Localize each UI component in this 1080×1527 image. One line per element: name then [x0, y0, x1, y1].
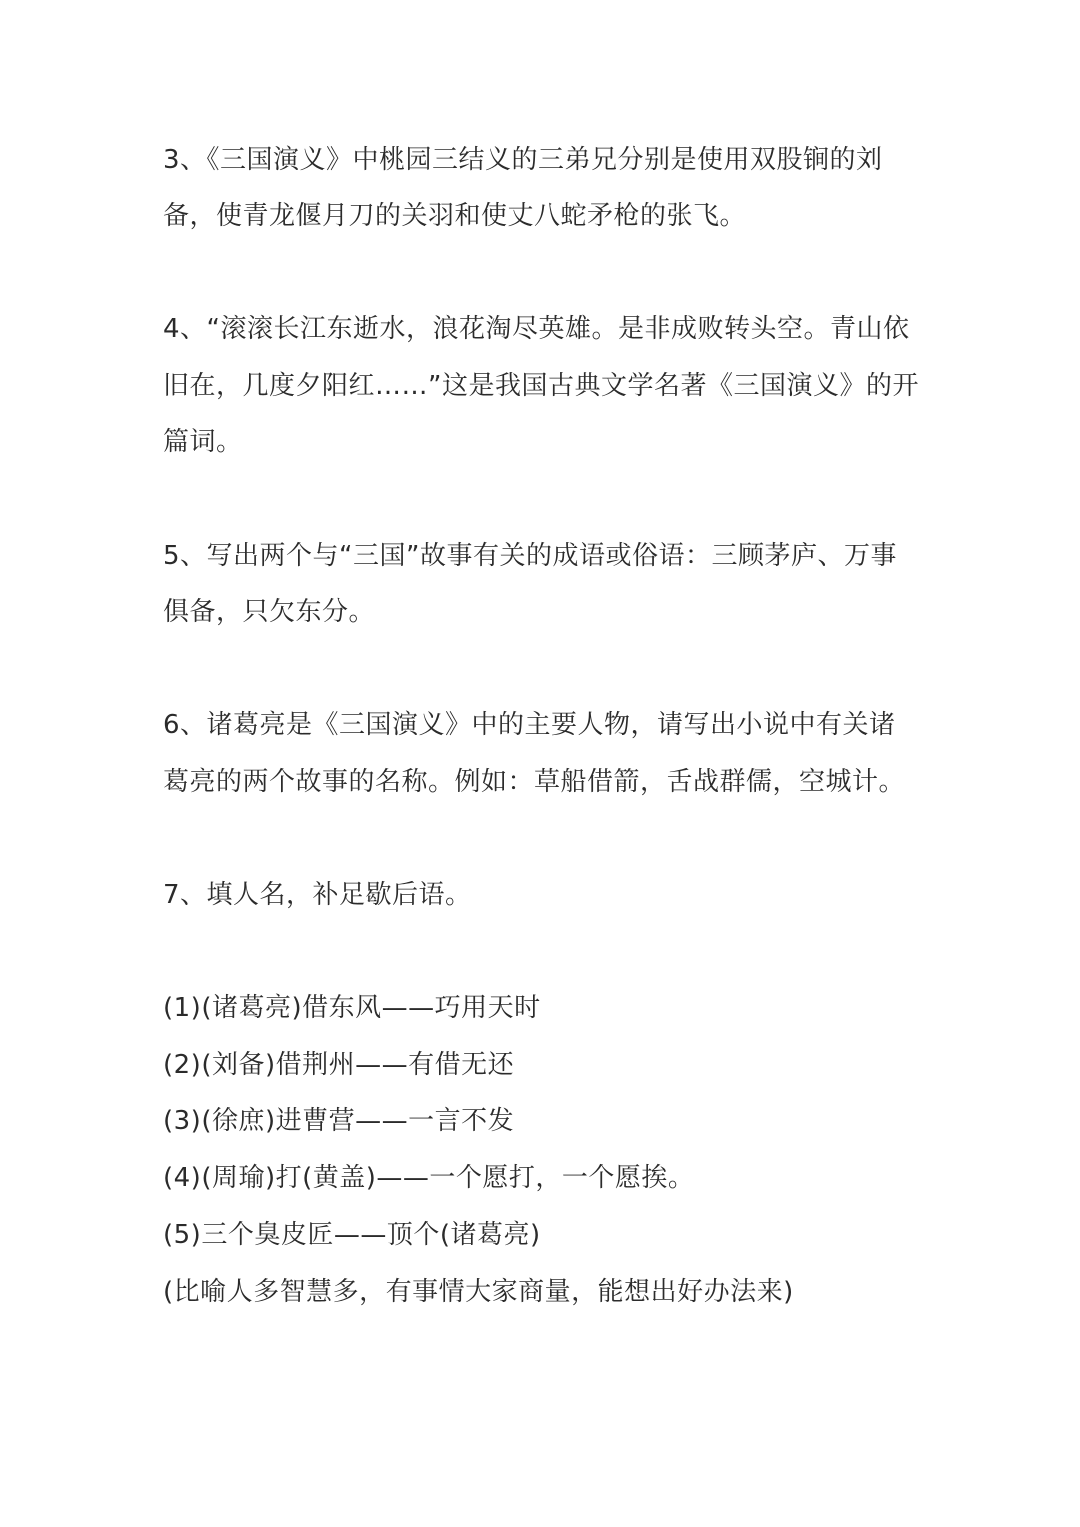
q6-line-2: 葛亮的两个故事的名称。例如：草船借箭，舌战群儒，空城计。	[163, 767, 906, 797]
q4-line-2: 旧在，几度夕阳红……”这是我国古典文学名著《三国演义》的开	[163, 371, 919, 401]
q3-line-1: 3、《三国演义》中桃园三结义的三弟兄分别是使用双股锏的刘	[163, 145, 883, 175]
xiehouyu-item-5: (5)三个臭皮匠——顶个(诸葛亮)	[163, 1220, 541, 1250]
q5-line-1: 5、写出两个与“三国”故事有关的成语或俗语：三顾茅庐、万事	[163, 541, 897, 571]
xiehouyu-item-3: (3)(徐庶)进曹营——一言不发	[163, 1106, 515, 1136]
xiehouyu-explanation: (比喻人多智慧多，有事情大家商量，能想出好办法来)	[163, 1277, 794, 1307]
document-page	[163, 0, 923, 1527]
xiehouyu-item-2: (2)(刘备)借荆州——有借无还	[163, 1050, 515, 1080]
q4-line-3: 篇词。	[163, 427, 243, 457]
xiehouyu-item-4: (4)(周瑜)打(黄盖)——一个愿打，一个愿挨。	[163, 1163, 695, 1193]
q7-line-1: 7、填人名，补足歇后语。	[163, 880, 472, 910]
xiehouyu-item-1: (1)(诸葛亮)借东风——巧用天时	[163, 993, 541, 1023]
q4-line-1: 4、“滚滚长江东逝水，浪花淘尽英雄。是非成败转头空。青山依	[163, 314, 910, 344]
q5-line-2: 俱备，只欠东分。	[163, 597, 376, 627]
q6-line-1: 6、诸葛亮是《三国演义》中的主要人物，请写出小说中有关诸	[163, 710, 896, 740]
q3-line-2: 备，使青龙偃月刀的关羽和使丈八蛇矛枪的张飞。	[163, 201, 747, 231]
